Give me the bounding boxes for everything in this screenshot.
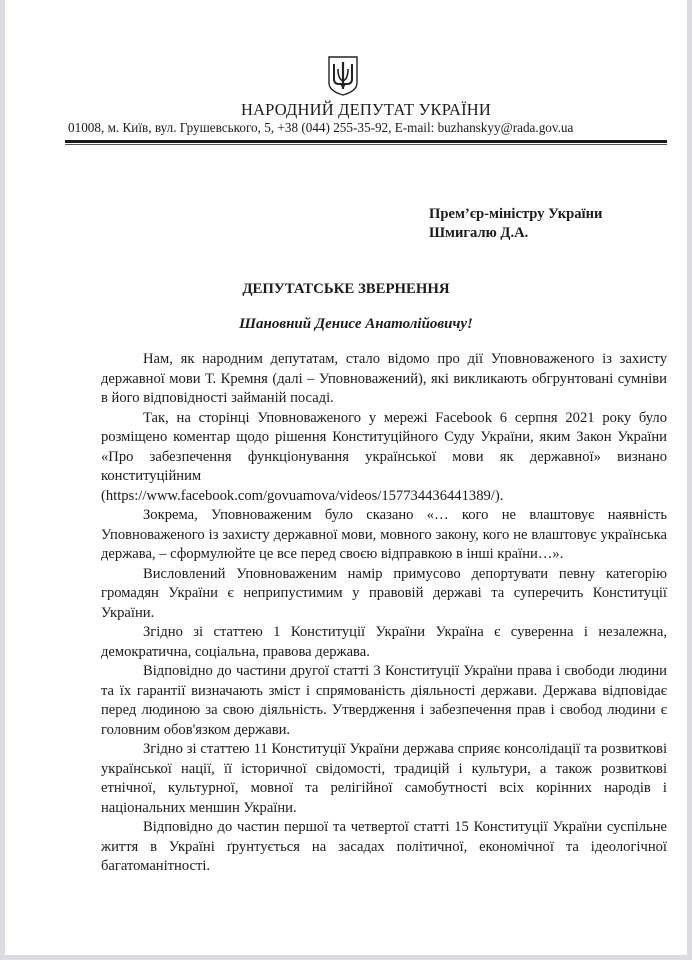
paragraph: Зокрема, Уповноваженим було сказано «… кого не влаштовує наявність Уповноваженого із захисту державної мови, мовного закону, кого не влаштовує українська держава, – сформулюйте це все перед своєю відправкою в інші країни…». bbox=[101, 507, 667, 562]
addressee-block bbox=[429, 205, 602, 243]
ukraine-trident-emblem-icon bbox=[327, 55, 359, 97]
header-address: 01008, м. Київ, вул. Грушевського, 5, +38 (044) 255-35-92, E-mail: buzhanskyy@rada.gov.ua bbox=[68, 120, 574, 135]
paragraph: Згідно зі статтею 1 Конституції України Україна є суверенна і незалежна, демократична, соціальна, правова держава. bbox=[101, 624, 667, 660]
paragraph: Згідно зі статтею 11 Конституції України держава сприяє консолідації та розвиткові української нації, її історичної свідомості, традицій і культури, а також розвиткові етнічної, культурної, мовної та релігійної самобутності всіх корінних народів і національних меншин України. bbox=[101, 741, 667, 816]
addressee-name: Шмигалю Д.А. bbox=[429, 225, 529, 241]
header-divider-thin bbox=[65, 144, 667, 145]
document-title: ДЕПУТАТСЬКЕ ЗВЕРНЕННЯ bbox=[242, 281, 450, 297]
paragraph: Відповідно до частини другої статті 3 Конституції України права і свободи людини та їх гарантії визначають зміст і спрямованість діяльності держави. Держава відповідає перед людиною за свою діяльність. Утвердження і забезпечення прав і свобод людини є головним обов'язком держави. bbox=[101, 663, 667, 738]
paragraph: Висловлений Уповноваженим намір примусово депортувати певну категорію громадян України є неприпустимим у правовій державі та суперечить Конституції України. bbox=[101, 565, 667, 621]
paragraph: Нам, як народним депутатам, стало відомо про дії Уповноваженого із захисту державної мови Т. Кремня (далі – Уповноважений), які викликають обгрунтовані сумніви в його відповідності займаній посаді. bbox=[101, 351, 667, 406]
paragraph: Відповідно до частин першої та четвертої статті 15 Конституції України суспільне життя в Україні ґрунтується на засадах політичної, економічної та ідеологічної багатоманітності. bbox=[101, 819, 667, 874]
letter-body bbox=[101, 350, 667, 877]
header-divider bbox=[65, 140, 667, 143]
header-title: НАРОДНИЙ ДЕПУТАТ УКРАЇНИ bbox=[240, 100, 492, 119]
addressee-position: Прем’єр-міністру України bbox=[429, 206, 603, 222]
salutation: Шановний Денисе Анатолійовичу! bbox=[239, 316, 473, 332]
paragraph: Так, на сторінці Уповноваженого у мережі Facebook 6 серпня 2021 року було розміщено коментар щодо рішення Конституційного Суду України, яким Закон України «Про забезпечення функціонування української мови як державної» визнано конституційним bbox=[101, 409, 667, 484]
facebook-link[interactable]: (https://www.facebook.com/govuamova/videos/157734436441389/). bbox=[101, 487, 504, 504]
document-page bbox=[5, 0, 687, 955]
